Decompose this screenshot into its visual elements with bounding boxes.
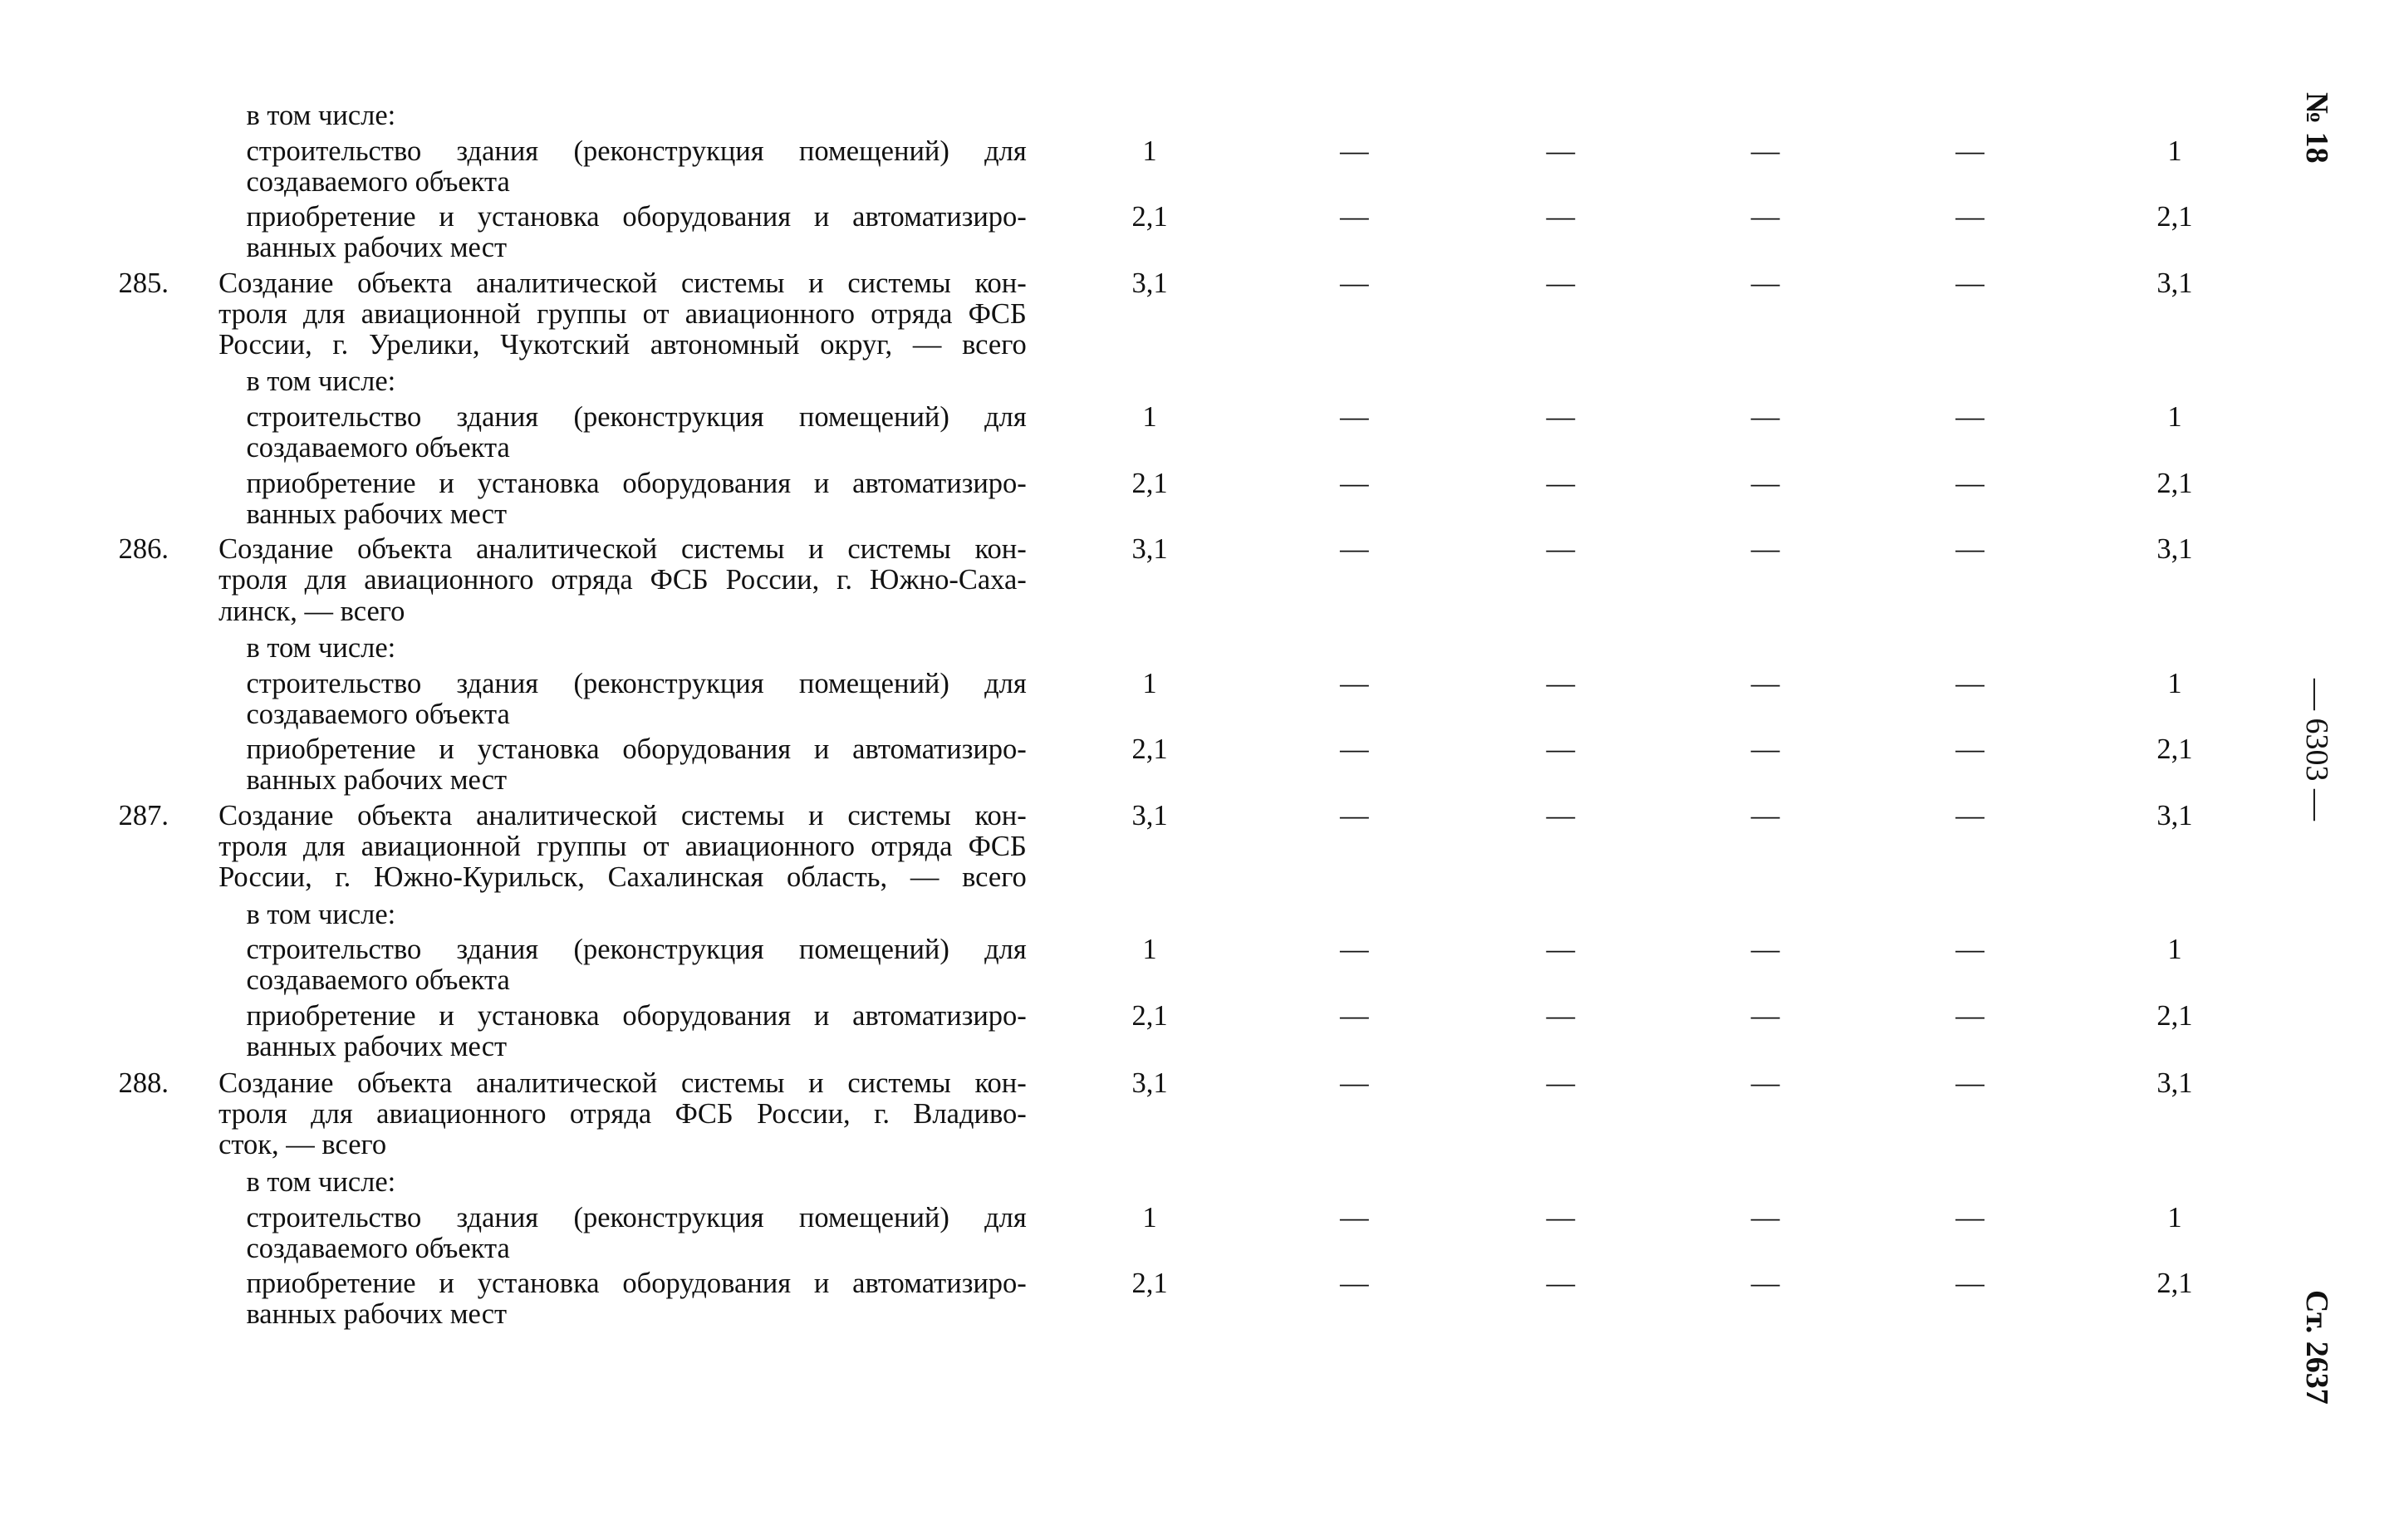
item-287-equipment-col1: 2,1 (1131, 999, 1168, 1032)
item-288-building-col6: 1 (2167, 1201, 2182, 1233)
item-288-building-col1: 1 (1142, 1201, 1157, 1233)
item-286-building-col1: 1 (1142, 667, 1157, 699)
item-285-equipment-col4: — (1750, 467, 1780, 499)
item-287-building-text: строительство здания (реконструкция помещений) для (246, 934, 1027, 966)
item-286-total-col6: 3,1 (2156, 533, 2193, 566)
item-286-equipment-col5: — (1955, 733, 1985, 766)
column-page-number: Ст. 2637 (2299, 1289, 2334, 1405)
item-287-total-col6: 3,1 (2156, 799, 2193, 831)
item-288-building-col4: — (1750, 1201, 1780, 1233)
item-288-title-line-2: троля для авиационного отряда ФСБ России, г. Владиво- (218, 1098, 1027, 1130)
item-285-equipment-col2: — (1340, 467, 1369, 499)
item-286-number: 286. (118, 533, 169, 566)
item-284-building-col3: — (1546, 135, 1575, 167)
item-284-equipment-col4: — (1750, 201, 1780, 233)
item-287-total-col3: — (1546, 799, 1575, 831)
item-288-equipment-col4: — (1750, 1268, 1780, 1300)
item-286-total-col3: — (1546, 533, 1575, 566)
item-287-total-col4: — (1750, 799, 1780, 831)
item-286-equipment-col4: — (1750, 733, 1780, 766)
item-286-total-col4: — (1750, 533, 1780, 566)
item-286-equipment-col2: — (1340, 733, 1369, 766)
item-287-equipment-col2: — (1340, 999, 1369, 1032)
item-287-equipment-col5: — (1955, 999, 1985, 1032)
item-285-total-col1: 3,1 (1131, 267, 1168, 299)
item-287-building-col4: — (1750, 934, 1780, 966)
item-286-building-col4: — (1750, 667, 1780, 699)
item-288-number: 288. (118, 1067, 169, 1100)
item-284-equipment-col1: 2,1 (1131, 201, 1168, 233)
item-288-equipment-text: приобретение и установка оборудования и автоматизиро- (246, 1268, 1027, 1300)
item-284-equipment-col5: — (1955, 201, 1985, 233)
item-287-equipment-text: приобретение и установка оборудования и автоматизиро- (246, 999, 1027, 1032)
item-287-total-col2: — (1340, 799, 1369, 831)
item-288-including-label: в том числе: (246, 1165, 396, 1198)
item-287-building-text-cont: создаваемого объекта (246, 964, 510, 997)
item-288-total-col1: 3,1 (1131, 1067, 1168, 1100)
item-285-building-text-cont: создаваемого объекта (246, 432, 510, 464)
item-287-equipment-col3: — (1546, 999, 1575, 1032)
item-287-including-label: в том числе: (246, 898, 396, 930)
item-286-building-col6: 1 (2167, 667, 2182, 699)
item-284-building-col6: 1 (2167, 135, 2182, 167)
item-287-building-col5: — (1955, 934, 1985, 966)
item-288-total-col2: — (1340, 1067, 1369, 1100)
item-285-total-col4: — (1750, 267, 1780, 299)
item-286-total-col5: — (1955, 533, 1985, 566)
item-288-equipment-col3: — (1546, 1268, 1575, 1300)
item-285-building-col5: — (1955, 401, 1985, 434)
item-287-title-line-3: России, г. Южно-Курильск, Сахалинская область, — всего (218, 861, 1027, 894)
item-286-building-col5: — (1955, 667, 1985, 699)
item-288-building-col3: — (1546, 1201, 1575, 1233)
item-284-equipment-text-cont: ванных рабочих мест (246, 232, 508, 264)
item-285-equipment-col5: — (1955, 467, 1985, 499)
item-285-building-text: строительство здания (реконструкция помещений) для (246, 401, 1027, 434)
item-288-total-col4: — (1750, 1067, 1780, 1100)
item-288-building-text: строительство здания (реконструкция помещений) для (246, 1201, 1027, 1233)
item-288-total-col6: 3,1 (2156, 1067, 2193, 1100)
item-285-title-line-1: Создание объекта аналитической системы и системы кон- (218, 267, 1027, 299)
item-284-building-text: строительство здания (реконструкция помещений) для (246, 135, 1027, 167)
item-286-equipment-col1: 2,1 (1131, 733, 1168, 766)
item-286-equipment-col6: 2,1 (2156, 733, 2193, 766)
item-285-equipment-col1: 2,1 (1131, 467, 1168, 499)
item-288-building-col2: — (1340, 1201, 1369, 1233)
item-285-building-col6: 1 (2167, 401, 2182, 434)
item-286-building-text: строительство здания (реконструкция помещений) для (246, 667, 1027, 699)
item-286-building-col2: — (1340, 667, 1369, 699)
item-284-building-col2: — (1340, 135, 1369, 167)
item-284-equipment-col3: — (1546, 201, 1575, 233)
item-288-equipment-col6: 2,1 (2156, 1268, 2193, 1300)
item-285-building-col2: — (1340, 401, 1369, 434)
item-284-building-text-cont: создаваемого объекта (246, 165, 510, 198)
item-286-equipment-col3: — (1546, 733, 1575, 766)
item-287-building-col2: — (1340, 934, 1369, 966)
item-288-total-col5: — (1955, 1067, 1985, 1100)
item-288-building-col5: — (1955, 1201, 1985, 1233)
item-288-title-line-3: сток, — всего (218, 1129, 387, 1161)
item-284-equipment-col2: — (1340, 201, 1369, 233)
item-286-title-line-1: Создание объекта аналитической системы и системы кон- (218, 533, 1027, 566)
item-285-equipment-col6: 2,1 (2156, 467, 2193, 499)
item-286-total-col1: 3,1 (1131, 533, 1168, 566)
item-284-building-col5: — (1955, 135, 1985, 167)
item-284-equipment-text: приобретение и установка оборудования и автоматизиро- (246, 201, 1027, 233)
item-287-equipment-col4: — (1750, 999, 1780, 1032)
item-287-equipment-text-cont: ванных рабочих мест (246, 1030, 508, 1062)
item-285-equipment-col3: — (1546, 467, 1575, 499)
item-285-total-col2: — (1340, 267, 1369, 299)
item-286-equipment-text-cont: ванных рабочих мест (246, 764, 508, 797)
item-285-number: 285. (118, 267, 169, 299)
item-285-total-col3: — (1546, 267, 1575, 299)
item-287-building-col3: — (1546, 934, 1575, 966)
item-284-building-col4: — (1750, 135, 1780, 167)
page-code: — 6303 — (2299, 679, 2334, 821)
item-284-equipment-col6: 2,1 (2156, 201, 2193, 233)
item-287-total-col5: — (1955, 799, 1985, 831)
item-287-equipment-col6: 2,1 (2156, 999, 2193, 1032)
item-285-title-line-2: троля для авиационной группы от авиационного отряда ФСБ (218, 297, 1027, 330)
item-286-including-label: в том числе: (246, 632, 396, 664)
item-285-building-col1: 1 (1142, 401, 1157, 434)
issue-number: № 18 (2299, 92, 2334, 164)
item-285-equipment-text: приобретение и установка оборудования и автоматизиро- (246, 467, 1027, 499)
item-285-title-line-3: России, г. Урелики, Чукотский автономный округ, — всего (218, 329, 1027, 361)
item-286-building-col3: — (1546, 667, 1575, 699)
item-287-title-line-1: Создание объекта аналитической системы и системы кон- (218, 799, 1027, 831)
item-287-building-col1: 1 (1142, 934, 1157, 966)
item-288-title-line-1: Создание объекта аналитической системы и системы кон- (218, 1067, 1027, 1100)
item-285-building-col4: — (1750, 401, 1780, 434)
item-285-total-col6: 3,1 (2156, 267, 2193, 299)
item-287-building-col6: 1 (2167, 934, 2182, 966)
item-285-including-label: в том числе: (246, 365, 396, 398)
item-287-title-line-2: троля для авиационной группы от авиационного отряда ФСБ (218, 831, 1027, 862)
item-288-equipment-text-cont: ванных рабочих мест (246, 1298, 508, 1331)
item-288-equipment-col1: 2,1 (1131, 1268, 1168, 1300)
item-286-title-line-3: линск, — всего (218, 595, 405, 627)
item-285-building-col3: — (1546, 401, 1575, 434)
item-288-equipment-col5: — (1955, 1268, 1985, 1300)
item-286-title-line-2: троля для авиационного отряда ФСБ России, г. Южно-Саха- (218, 564, 1027, 596)
item-288-building-text-cont: создаваемого объекта (246, 1232, 510, 1264)
item-284-including-label: в том числе: (246, 99, 396, 131)
item-285-total-col5: — (1955, 267, 1985, 299)
item-285-equipment-text-cont: ванных рабочих мест (246, 498, 508, 530)
item-286-equipment-text: приобретение и установка оборудования и автоматизиро- (246, 733, 1027, 766)
item-286-total-col2: — (1340, 533, 1369, 566)
item-288-equipment-col2: — (1340, 1268, 1369, 1300)
item-286-building-text-cont: создаваемого объекта (246, 698, 510, 730)
item-284-building-col1: 1 (1142, 135, 1157, 167)
item-288-total-col3: — (1546, 1067, 1575, 1100)
item-287-total-col1: 3,1 (1131, 799, 1168, 831)
item-287-number: 287. (118, 799, 169, 831)
